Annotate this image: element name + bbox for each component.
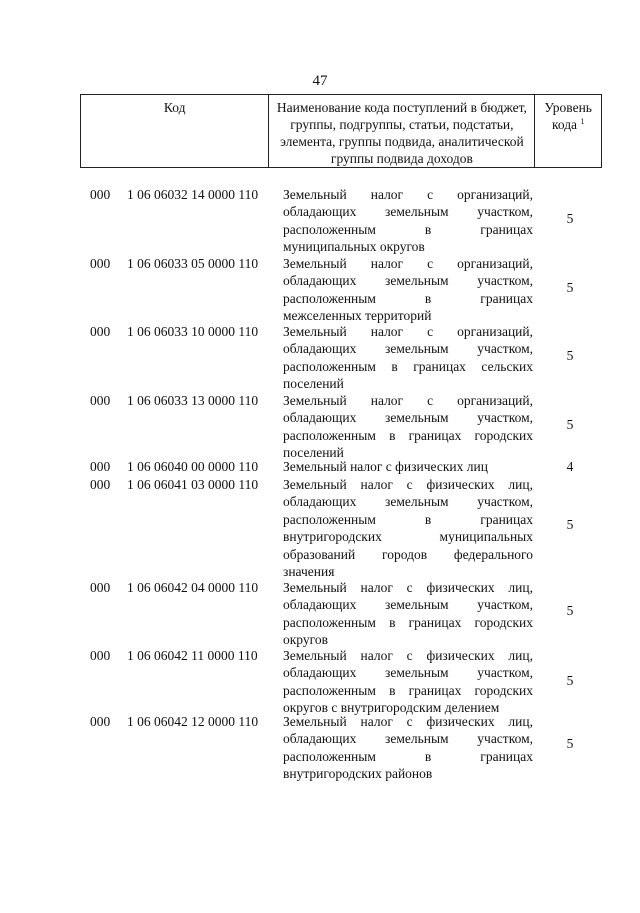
income-name-line: округов [283,632,328,648]
income-code: 1 06 06042 12 0000 110 [127,714,259,729]
income-name-line: поселений [283,445,344,461]
code-level: 5 [566,211,574,226]
header-level [535,95,602,168]
code-level: 4 [566,459,574,474]
income-name-line: расположенным в границах городских [283,682,533,698]
code-level: 5 [566,280,574,295]
income-name-line: Земельный налог с физических лиц, [283,714,533,729]
admin-code: 000 [90,714,111,729]
income-code: 1 06 06033 13 0000 110 [127,393,259,408]
code-level: 5 [566,348,574,363]
header-code-label: Код [163,100,186,115]
income-name [283,579,533,649]
income-name-line: муниципальных округов [283,239,425,255]
income-name-line: расположенным в границах [283,290,533,306]
income-name-line: Земельный налог с физических лиц, [283,477,533,492]
header-level-footnote: 1 [580,117,585,126]
header-level-label: Уровень кода [544,100,592,132]
code-level: 5 [566,517,574,532]
income-name-line: Земельный налог с физических лиц [283,459,488,474]
income-name-line: межселенных территорий [283,308,432,324]
income-name-line: значения [283,564,335,580]
income-name-line: внутригородских муниципальных [283,529,533,545]
income-name-line: Земельный налог с физических лиц, [283,580,533,595]
admin-code: 000 [90,648,111,663]
header-code [81,95,269,168]
income-code: 1 06 06040 00 0000 110 [127,459,259,474]
header-name-label: Наименование кода поступлений в бюджет, группы, подгруппы, статьи, подстатьи, элемента, группы подвида, аналитической группы подвида доходов [276,100,527,166]
income-name-line: Земельный налог с физических лиц, [283,648,533,663]
income-code: 1 06 06041 03 0000 110 [127,477,259,492]
income-name-line: обладающих земельным участком, [283,494,533,510]
header-name [269,95,535,168]
page-number: 47 [312,73,328,89]
income-code: 1 06 06033 05 0000 110 [127,256,259,271]
income-name-line: Земельный налог с организаций, [283,324,533,339]
admin-code: 000 [90,477,111,492]
income-code: 1 06 06042 11 0000 110 [127,648,258,663]
income-name-line: расположенным в границах [283,221,533,237]
admin-code: 000 [90,393,111,408]
admin-code: 000 [90,580,111,595]
income-name-line: расположенным в границах сельских [283,358,533,374]
code-level: 5 [566,603,574,618]
income-code: 1 06 06033 10 0000 110 [127,324,259,339]
income-name [283,458,533,475]
income-name-line: внутригородских районов [283,766,433,782]
income-name-line: обладающих земельным участком, [283,204,533,220]
income-name-line: Земельный налог с организаций, [283,393,533,408]
admin-code: 000 [90,187,111,202]
income-name [283,186,533,256]
income-name [283,255,533,325]
income-name-line: Земельный налог с организаций, [283,187,533,202]
admin-code: 000 [90,256,111,271]
income-name-line: расположенным в границах городских [283,427,533,443]
table-header [80,94,602,168]
income-name [283,476,533,580]
income-name-line: расположенным в границах [283,511,533,527]
income-name-line: обладающих земельным участком, [283,665,533,681]
code-level: 5 [566,736,574,751]
code-level: 5 [566,673,574,688]
admin-code: 000 [90,459,111,474]
income-code: 1 06 06032 14 0000 110 [127,187,259,202]
income-name-line: обладающих земельным участком, [283,341,533,357]
income-name-line: обладающих земельным участком, [283,597,533,613]
income-name [283,392,533,462]
income-name-line: образований городов федерального [283,546,533,562]
income-name-line: поселений [283,376,344,392]
income-name-line: расположенным в границах городских [283,614,533,630]
income-name-line: округов с внутригородским делением [283,700,500,716]
income-name-line: обладающих земельным участком, [283,410,533,426]
income-name-line: Земельный налог с организаций, [283,256,533,271]
income-name-line: обладающих земельным участком, [283,273,533,289]
code-level: 5 [566,417,574,432]
income-code: 1 06 06042 04 0000 110 [127,580,259,595]
income-name-line: обладающих земельным участком, [283,731,533,747]
admin-code: 000 [90,324,111,339]
income-name [283,647,533,717]
income-name [283,713,533,783]
income-name [283,323,533,393]
income-name-line: расположенным в границах [283,748,533,764]
